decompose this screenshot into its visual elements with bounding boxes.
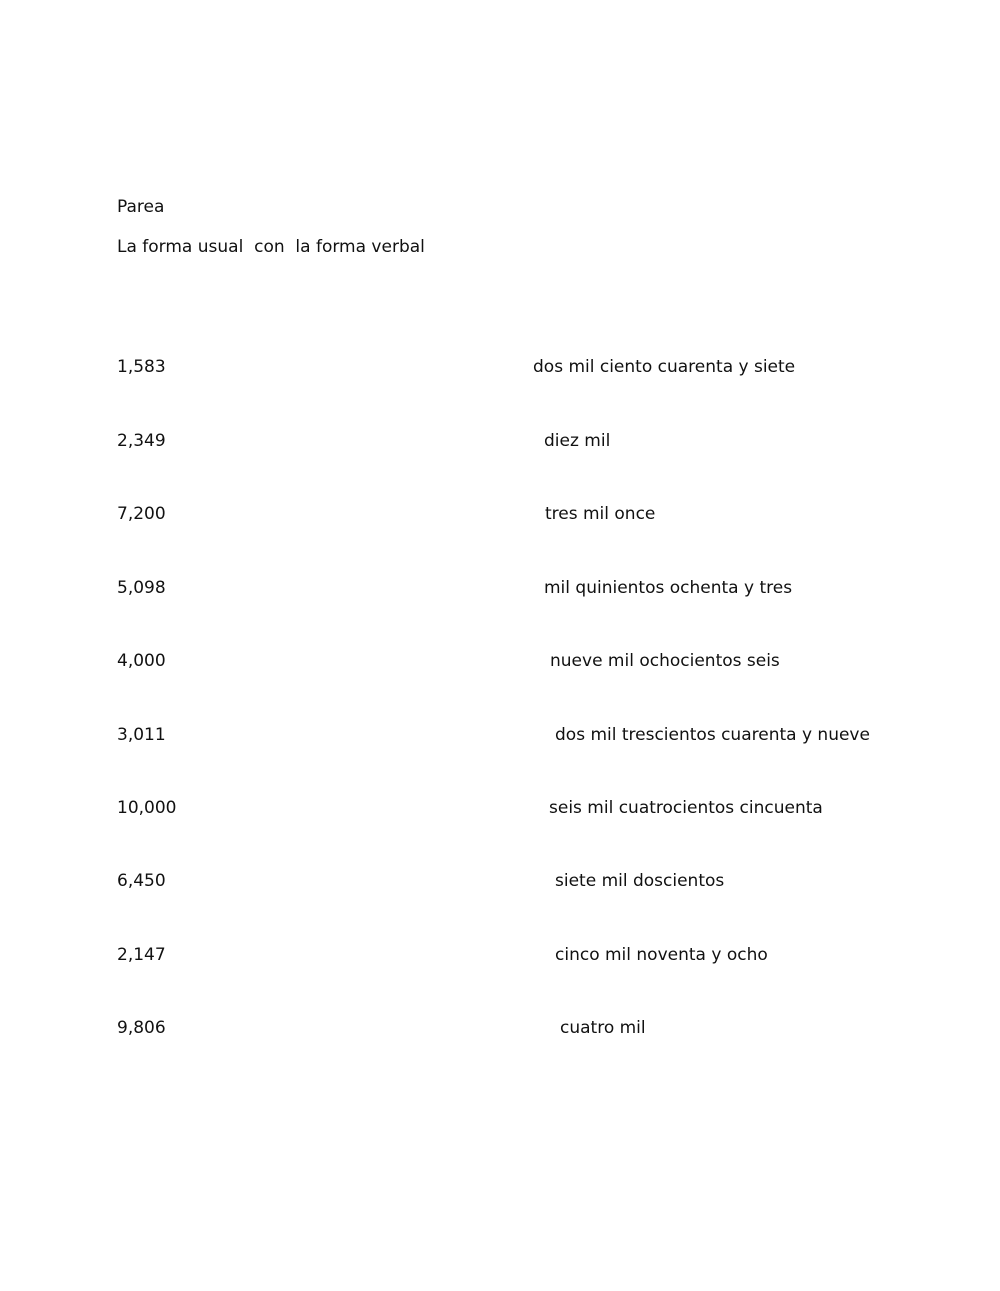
usual-form-number: 5,098 [117, 578, 166, 598]
match-row [0, 724, 1000, 746]
usual-form-number: 1,583 [117, 357, 166, 377]
verbal-form-text: tres mil once [545, 504, 656, 524]
verbal-form-text: mil quinientos ochenta y tres [544, 578, 793, 598]
match-row [0, 356, 1000, 378]
match-row [0, 503, 1000, 525]
usual-form-number: 10,000 [117, 798, 177, 818]
verbal-form-text: cuatro mil [560, 1018, 646, 1038]
verbal-form-text: diez mil [544, 431, 611, 451]
match-row [0, 944, 1000, 966]
usual-form-number: 4,000 [117, 651, 166, 671]
worksheet-instruction: La forma usual con la forma verbal [117, 237, 425, 257]
usual-form-number: 2,349 [117, 431, 166, 451]
usual-form-number: 3,011 [117, 725, 166, 745]
match-row [0, 430, 1000, 452]
verbal-form-text: dos mil trescientos cuarenta y nueve [555, 725, 870, 745]
verbal-form-text: dos mil ciento cuarenta y siete [533, 357, 796, 377]
match-row [0, 1017, 1000, 1039]
match-row [0, 650, 1000, 672]
verbal-form-text: nueve mil ochocientos seis [550, 651, 780, 671]
verbal-form-text: cinco mil noventa y ocho [555, 945, 768, 965]
usual-form-number: 9,806 [117, 1018, 166, 1038]
usual-form-number: 6,450 [117, 871, 166, 891]
usual-form-number: 7,200 [117, 504, 166, 524]
match-row [0, 797, 1000, 819]
worksheet-title: Parea [117, 197, 165, 217]
match-row [0, 870, 1000, 892]
verbal-form-text: seis mil cuatrocientos cincuenta [549, 798, 823, 818]
verbal-form-text: siete mil doscientos [555, 871, 725, 891]
match-row [0, 577, 1000, 599]
usual-form-number: 2,147 [117, 945, 166, 965]
